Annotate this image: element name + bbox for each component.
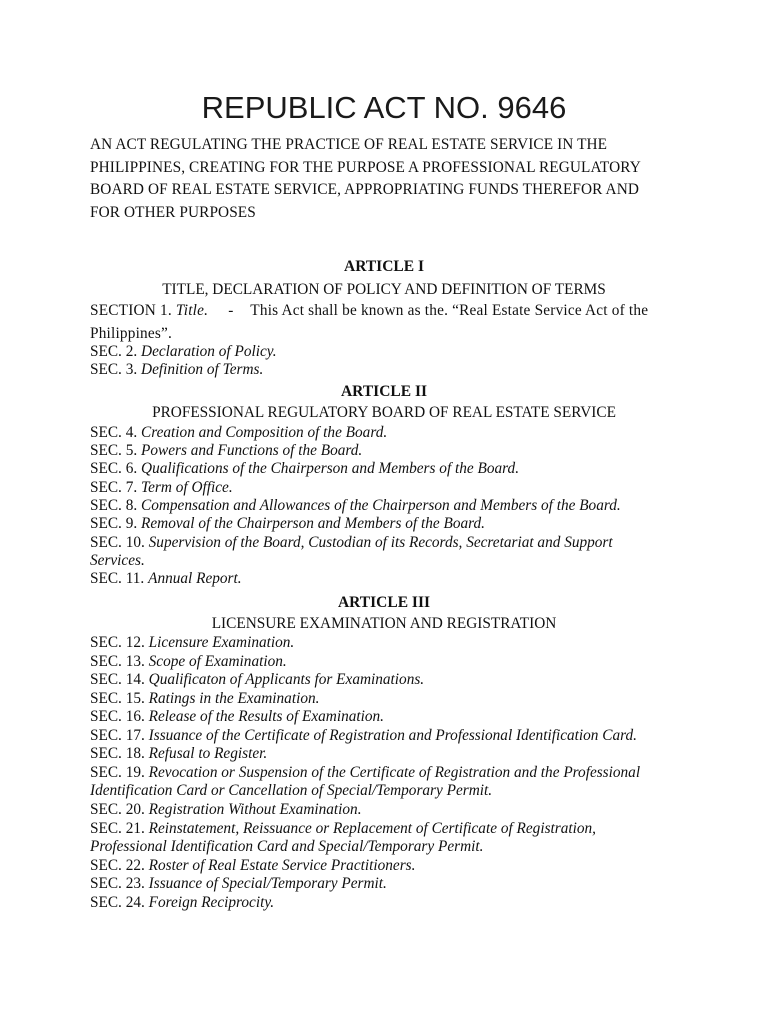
- section-line: [90, 708, 384, 726]
- section-line: [90, 479, 233, 497]
- section-line: [90, 857, 415, 875]
- section-number: SEC. 21.: [90, 820, 145, 837]
- section-title: Powers and Functions of the Board.: [141, 442, 363, 459]
- section-title: Qualifications of the Chairperson and Members of the Board.: [141, 460, 520, 477]
- article-1-heading: ARTICLE I: [344, 258, 424, 275]
- section-line: [90, 671, 424, 689]
- section-number: SEC. 9.: [90, 515, 138, 532]
- section-title: Foreign Reciprocity.: [148, 894, 275, 911]
- section-line: [90, 727, 637, 745]
- section-number: SEC. 18.: [90, 745, 145, 762]
- section-line: [90, 690, 319, 708]
- section-line: [90, 764, 640, 782]
- section-line: [90, 875, 387, 893]
- section-title: Definition of Terms.: [141, 361, 264, 378]
- section-line: [90, 894, 274, 912]
- section-number: SEC. 20.: [90, 801, 145, 818]
- section-line: [90, 570, 242, 588]
- section-title: Ratings in the Examination.: [148, 690, 320, 707]
- section-line: [90, 820, 596, 838]
- section-title: Supervision of the Board, Custodian of its Records, Secretariat and Support: [148, 534, 613, 551]
- section-number: SEC. 17.: [90, 727, 145, 744]
- section-line: [90, 497, 621, 515]
- section-continuation: [90, 782, 492, 800]
- section-1-line: [90, 302, 648, 320]
- section-line: [90, 534, 613, 552]
- section-title: Annual Report.: [148, 570, 242, 587]
- section-line: [90, 424, 387, 442]
- section-title: Roster of Real Estate Service Practitioners.: [148, 857, 416, 874]
- section-number: SEC. 14.: [90, 671, 145, 688]
- section-line: [90, 515, 485, 533]
- section-number: SEC. 16.: [90, 708, 145, 725]
- section-number: SEC. 3.: [90, 361, 138, 378]
- section-number: SEC. 15.: [90, 690, 145, 707]
- section-title-continuation: Identification Card or Cancellation of Special/Temporary Permit.: [90, 782, 493, 799]
- section-line: [90, 634, 294, 652]
- section-line: [90, 801, 362, 819]
- section-number: SEC. 13.: [90, 653, 145, 670]
- section-line: [90, 460, 519, 478]
- section-number: SEC. 10.: [90, 534, 145, 551]
- act-description: [90, 134, 670, 224]
- section-title: Refusal to Register.: [148, 745, 268, 762]
- section-number: SEC. 24.: [90, 894, 145, 911]
- section-line: [90, 653, 287, 671]
- section-number: SEC. 19.: [90, 764, 145, 781]
- section-number: SEC. 12.: [90, 634, 145, 651]
- section-line: [90, 745, 267, 763]
- section-title: Licensure Examination.: [148, 634, 295, 651]
- section-number: SEC. 8.: [90, 497, 138, 514]
- section-title: Removal of the Chairperson and Members of the Board.: [141, 515, 486, 532]
- article-3-heading: ARTICLE III: [337, 594, 431, 611]
- section-title: Title.: [175, 302, 209, 319]
- section-title: Registration Without Examination.: [148, 801, 362, 818]
- section-continuation: [90, 552, 145, 570]
- section-title: Declaration of Policy.: [141, 343, 277, 360]
- section-number: SEC. 6.: [90, 460, 138, 477]
- section-number: SEC. 11.: [90, 570, 145, 587]
- section-line: [90, 343, 277, 361]
- section-title: Revocation or Suspension of the Certificate of Registration and the Professional: [148, 764, 641, 781]
- section-title-continuation: Professional Identification Card and Special/Temporary Permit.: [90, 838, 484, 855]
- act-description-line: AN ACT REGULATING THE PRACTICE OF REAL ESTATE SERVICE IN THE: [90, 136, 608, 153]
- section-line: [90, 361, 263, 379]
- section-title: Reinstatement, Reissuance or Replacement of Certificate of Registration,: [148, 820, 596, 837]
- article-2-subtitle: PROFESSIONAL REGULATORY BOARD OF REAL ESTATE SERVICE: [152, 404, 616, 421]
- section-title: Issuance of the Certificate of Registration and Professional Identification Card.: [148, 727, 637, 744]
- section-title-continuation: Services.: [90, 552, 145, 569]
- act-description-line: BOARD OF REAL ESTATE SERVICE, APPROPRIATING FUNDS THEREFOR AND: [90, 181, 639, 198]
- article-1-subtitle: TITLE, DECLARATION OF POLICY AND DEFINITION OF TERMS: [162, 281, 606, 298]
- section-number: SEC. 2.: [90, 343, 138, 360]
- section-text: This Act shall be known as the. “Real Estate Service Act of the: [250, 302, 649, 319]
- section-number: SECTION 1.: [90, 302, 172, 319]
- section-number: SEC. 23.: [90, 875, 145, 892]
- act-description-line: PHILIPPINES, CREATING FOR THE PURPOSE A PROFESSIONAL REGULATORY: [90, 158, 641, 176]
- section-number: SEC. 4.: [90, 424, 138, 441]
- section-1-continuation: Philippines”.: [90, 325, 173, 342]
- section-title: Release of the Results of Examination.: [148, 708, 385, 725]
- section-dash: -: [228, 302, 234, 319]
- section-number: SEC. 22.: [90, 857, 145, 874]
- section-number: SEC. 7.: [90, 479, 138, 496]
- article-2-heading: ARTICLE II: [340, 383, 428, 400]
- act-description-line: FOR OTHER PURPOSES: [90, 203, 256, 221]
- document-title: REPUBLIC ACT NO. 9646: [201, 90, 567, 125]
- section-title: Issuance of Special/Temporary Permit.: [148, 875, 387, 892]
- section-line: [90, 442, 362, 460]
- section-continuation: [90, 838, 483, 856]
- section-title: Qualificaton of Applicants for Examinations.: [148, 671, 425, 688]
- section-title: Term of Office.: [141, 479, 233, 496]
- section-title: Creation and Composition of the Board.: [141, 424, 388, 441]
- section-title: Compensation and Allowances of the Chairperson and Members of the Board.: [141, 497, 621, 514]
- section-title: Scope of Examination.: [148, 653, 287, 670]
- article-3-subtitle: LICENSURE EXAMINATION AND REGISTRATION: [211, 615, 557, 632]
- section-number: SEC. 5.: [90, 442, 138, 459]
